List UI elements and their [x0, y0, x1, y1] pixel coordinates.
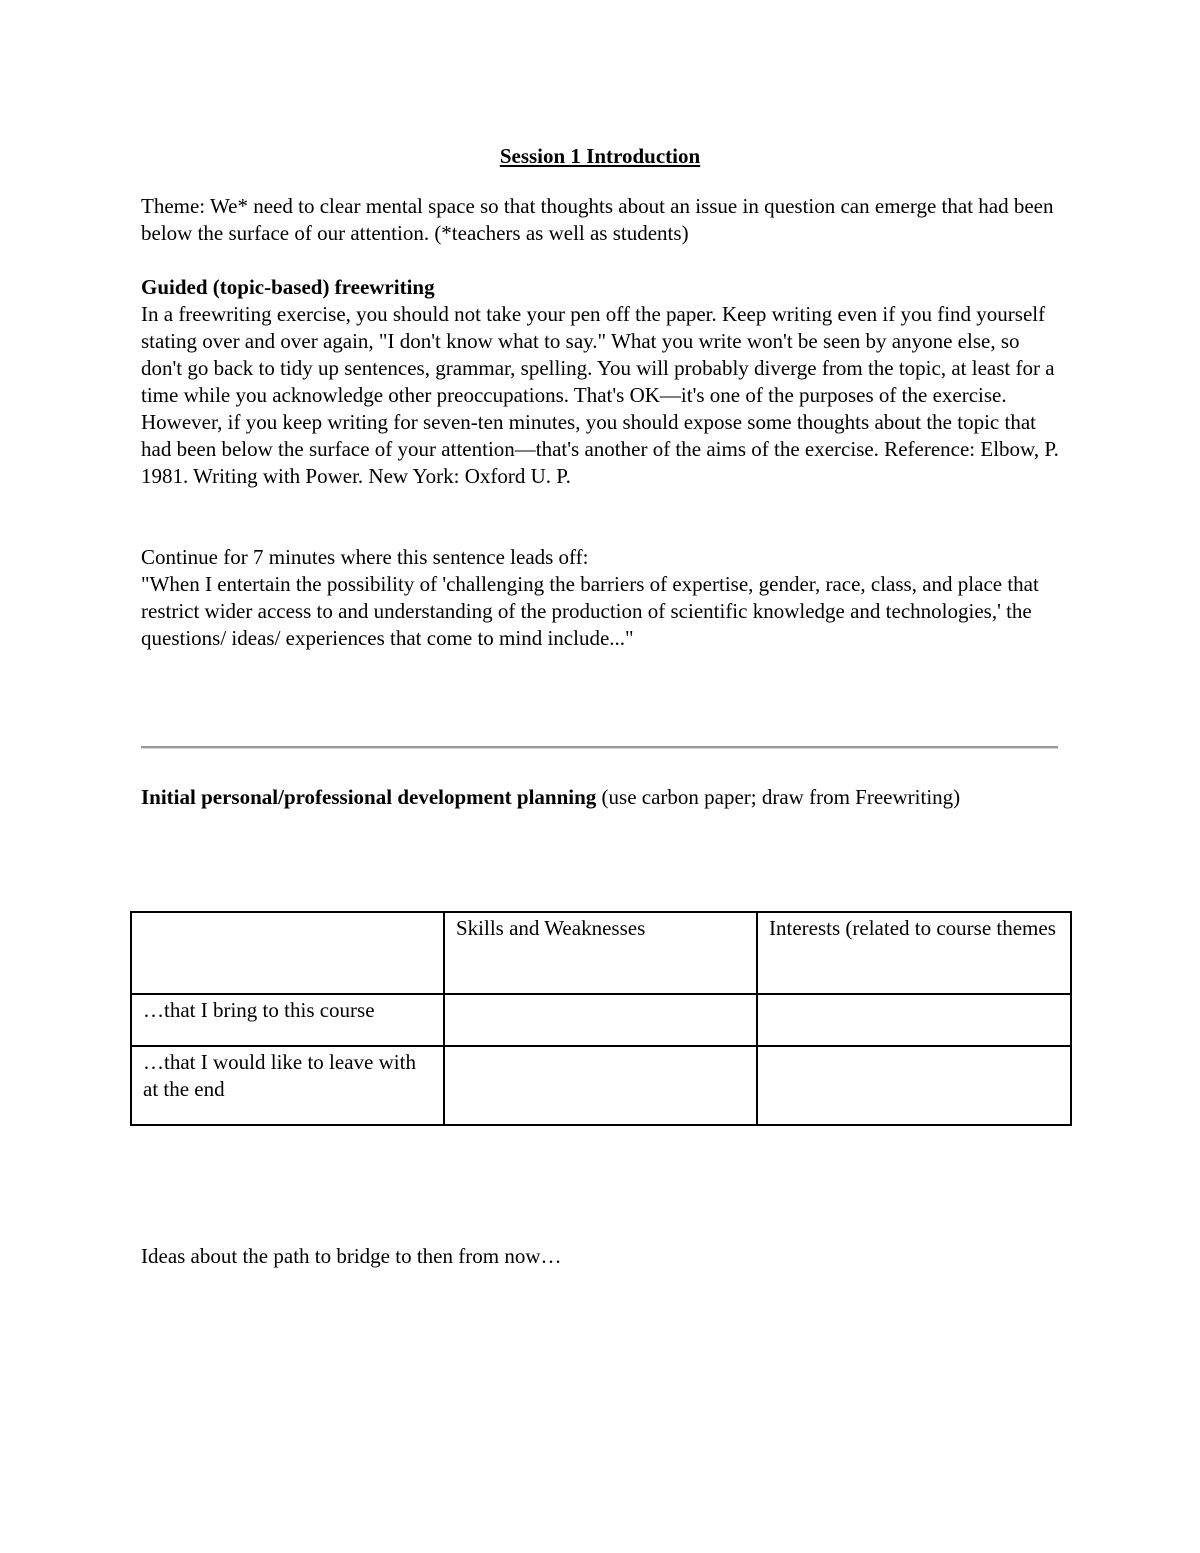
table-header-cell: Skills and Weaknesses: [444, 912, 757, 994]
horizontal-divider: [141, 746, 1058, 749]
continue-instruction: Continue for 7 minutes where this sentence leads off:: [141, 545, 589, 569]
table-header-cell: [131, 912, 444, 994]
page-title: Session 1 Introduction: [499, 144, 701, 168]
table-row: [131, 1046, 1071, 1125]
table-cell: [757, 1046, 1071, 1125]
planning-paragraph: [141, 784, 1061, 811]
planning-table: [130, 911, 1072, 1126]
table-header-row: [131, 912, 1071, 994]
theme-paragraph: Theme: We* need to clear mental space so that thoughts about an issue in question can emerge that had been below the surface of our attention. (*teachers as well as students): [141, 194, 1054, 245]
table-row: [131, 994, 1071, 1046]
planning-note: (use carbon paper; draw from Freewriting): [596, 785, 961, 809]
table-row-label: …that I would like to leave with at the end: [131, 1046, 444, 1125]
freewriting-prompt: "When I entertain the possibility of 'challenging the barriers of expertise, gender, race, class, and place that restrict wider access to and understanding of the production of scientific knowledge and technologies,' the questions/ ideas/ experiences that come to mind include...": [141, 572, 1039, 650]
table-header-cell: Interests (related to course themes: [757, 912, 1071, 994]
table-cell: [444, 994, 757, 1046]
ideas-line: Ideas about the path to bridge to then from now…: [141, 1244, 562, 1268]
freewriting-heading: Guided (topic-based) freewriting: [141, 275, 435, 299]
freewriting-instructions: In a freewriting exercise, you should not take your pen off the paper. Keep writing even if you find yourself stating over and over again, "I don't know what to say." What you write won't be seen by anyone else, so don't go back to tidy up sentences, grammar, spelling. You will probably diverge from the topic, at least for a time while you acknowledge other preoccupations. That's OK—it's one of the purposes of the exercise. However, if you keep writing for seven-ten minutes, you should expose some thoughts about the topic that had been below the surface of your attention—that's another of the aims of the exercise. Reference: Elbow, P. 1981. Writing with Power. New York: Oxford U. P.: [141, 302, 1059, 488]
planning-heading: Initial personal/professional development planning: [141, 785, 597, 809]
table-row-label: …that I bring to this course: [131, 994, 444, 1046]
table-cell: [757, 994, 1071, 1046]
table-cell: [444, 1046, 757, 1125]
